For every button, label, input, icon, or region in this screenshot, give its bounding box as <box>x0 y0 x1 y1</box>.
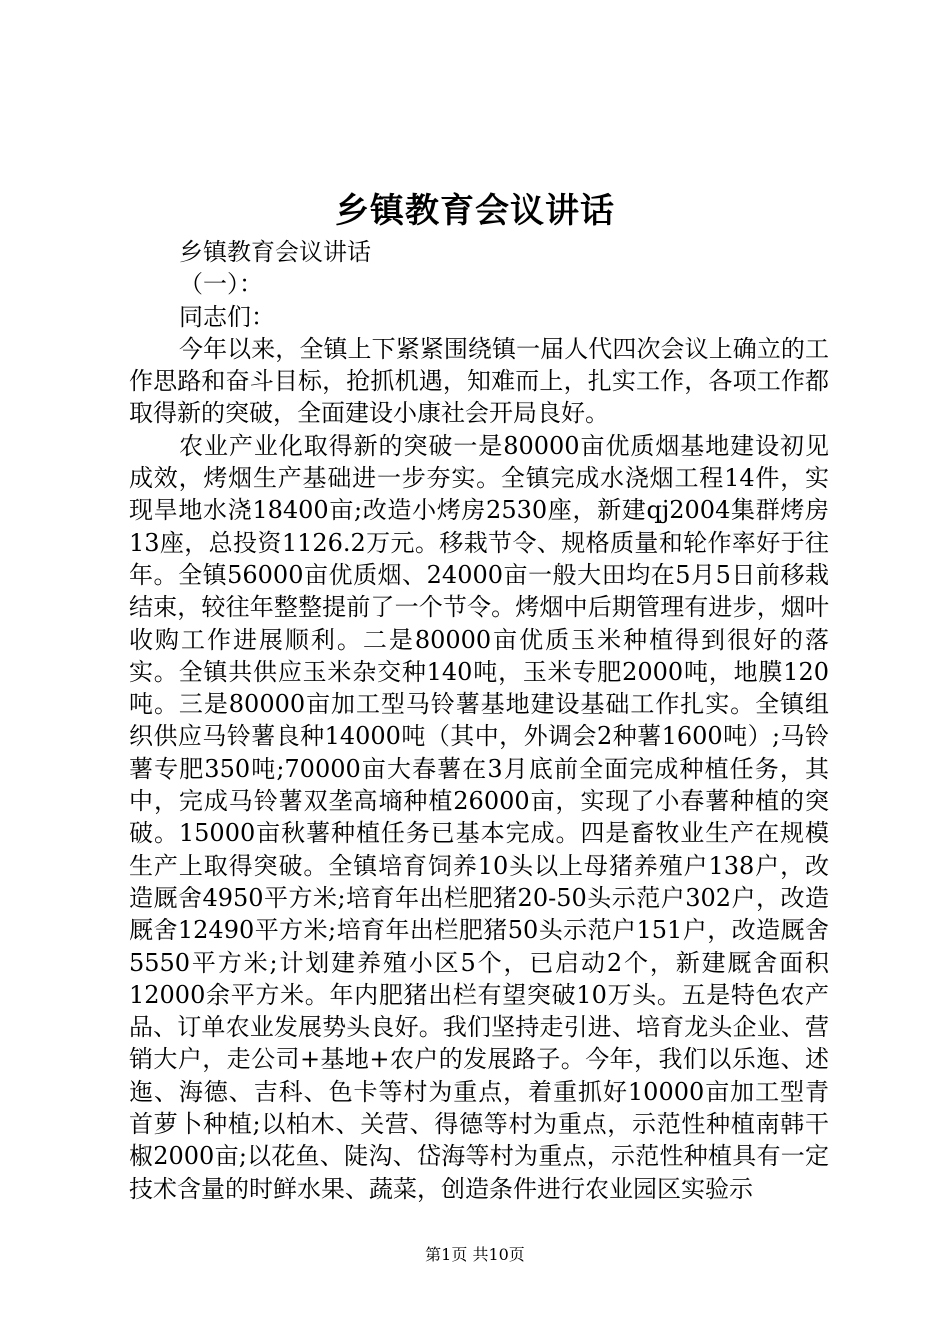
paragraph-subtitle: 乡镇教育会议讲话 <box>179 238 371 266</box>
paragraph-section-marker: （一）： <box>179 270 263 299</box>
paragraph-agriculture: 农业产业化取得新的突破一是80000亩优质烟基地建设初见成效，烤烟生产基础进一步夯实。全镇完成水浇烟工程14件，实现旱地水浇18400亩;改造小烤房2530座，新建qj2004集群烤房13座，总投资1126.2万元。移栽节令、规格质量和轮作率好于往年。全镇56000亩优质烟、24000亩一般大田均在5月5日前移栽结束，较往年整整提前了一个节令。烤烟中后期管理有进步，烟叶收购工作进展顺利。二是80000亩优质玉米种植得到很好的落实。全镇共供应玉米杂交种140吨，玉米专肥2000吨，地膜120吨。三是80000亩加工型马铃薯基地建设基础工作扎实。全镇组织供应马铃薯良种14000吨（其中，外调会2种薯1600吨）;马铃薯专肥350吨;70000亩大春薯在3月底前全面完成种植任务，其中，完成马铃薯双垄高墒种植26000亩，实现了小春薯种植的突破。15000亩秋薯种植任务已基本完成。四是畜牧业生产在规模生产上取得突破。全镇培育饲养10头以上母猪养殖户138户，改造厩舍4950平方米;培育年出栏肥猪20-50头示范户302户，改造厩舍12490平方米;培育年出栏肥猪50头示范户151户，改造厩舍5550平方米;计划建养殖小区5个，已启动2个，新建厩舍面积12000余平方米。年内肥猪出栏有望突破10万头。五是特色农产品、订单农业发展势头良好。我们坚持走引进、培育龙头企业、营销大户，走公司+基地+农户的发展路子。今年，我们以乐迤、述迤、海德、吉科、色卡等村为重点，着重抓好10000亩加工型青首萝卜种植;以柏木、关营、得德等村为重点，示范性种植南韩干椒2000亩;以花鱼、陡沟、岱海等村为重点，示范性种植具有一定技术含量的时鲜水果、蔬菜，创造条件进行农业园区实验示 <box>129 431 829 1203</box>
document-body <box>129 236 829 1205</box>
page-footer: 第1页 共10页 <box>425 1245 525 1264</box>
document-title: 乡镇教育会议讲话 <box>335 191 615 231</box>
paragraph-intro: 今年以来，全镇上下紧紧围绕镇一届人代四次会议上确立的工作思路和奋斗目标，抢抓机遇，知难而上，扎实工作，各项工作都取得新的突破，全面建设小康社会开局良好。 <box>129 334 829 428</box>
paragraph-salutation: 同志们： <box>179 302 275 331</box>
